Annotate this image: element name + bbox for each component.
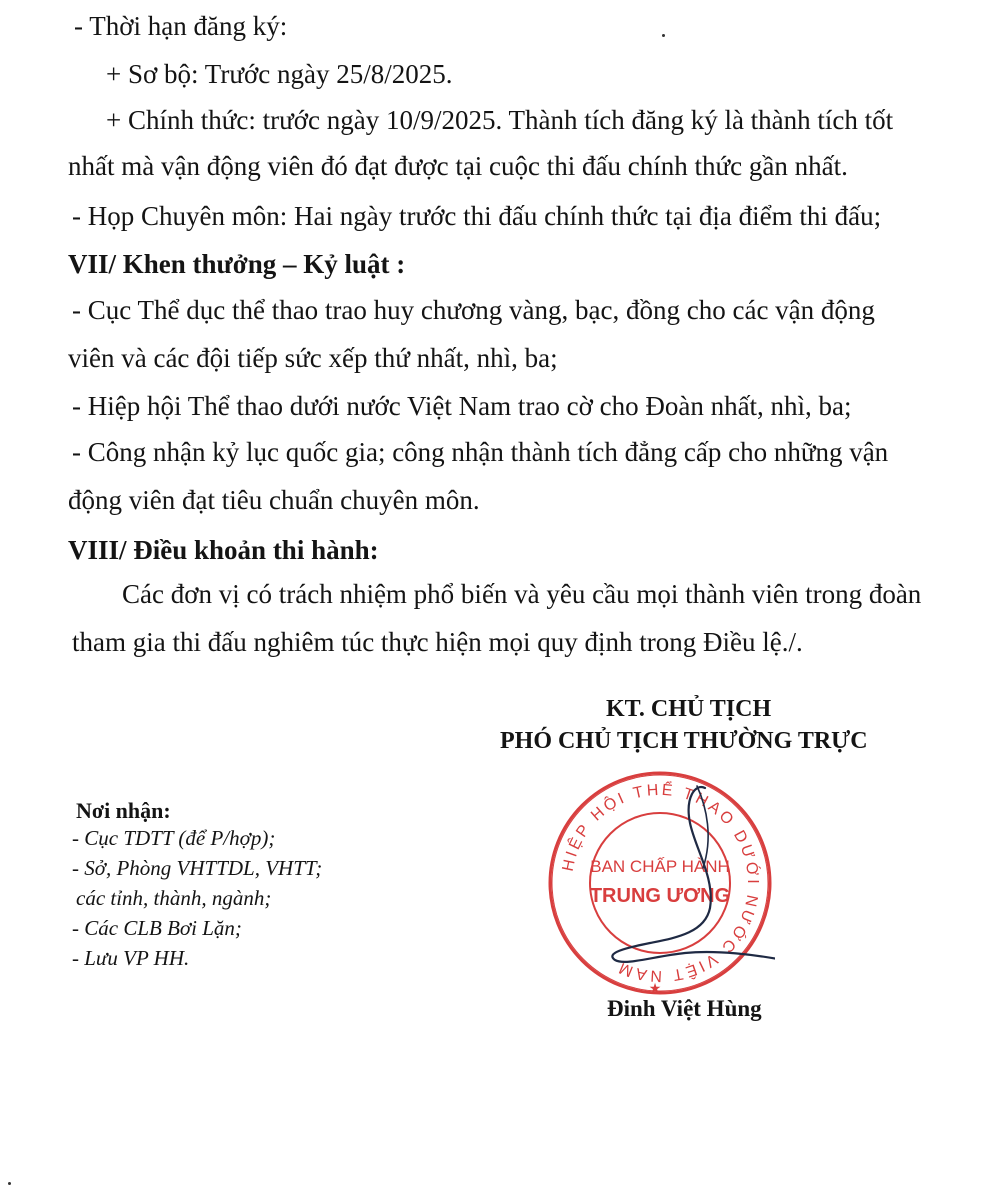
section-7-item-a-line2: viên và các đội tiếp sức xếp thứ nhất, nhì, ba;	[68, 343, 558, 373]
seal-outer-ring-inner	[552, 775, 768, 991]
section-8-title: VIII/ Điều khoản thi hành:	[68, 535, 379, 565]
registration-deadline: - Thời hạn đăng ký:	[74, 11, 288, 41]
recipient-item: - Lưu VP HH.	[72, 946, 190, 970]
recipient-item: - Các CLB Bơi Lặn;	[72, 916, 242, 940]
recipient-item: - Cục TDTT (để P/hợp);	[72, 826, 276, 850]
official-deadline-line2: nhất mà vận động viên đó đạt được tại cuộc thi đấu chính thức gần nhất.	[68, 151, 848, 181]
seal-graphics	[550, 773, 770, 997]
signature-title-line2: PHÓ CHỦ TỊCH THƯỜNG TRỰC	[500, 728, 868, 754]
signature-title-line1: KT. CHỦ TỊCH	[606, 696, 772, 722]
section-7-title: VII/ Khen thưởng – Kỷ luật :	[68, 249, 406, 279]
recipient-item: - Sở, Phòng VHTTDL, VHTT;	[72, 856, 323, 880]
signer-name: Đinh Việt Hùng	[607, 996, 762, 1021]
section-7-item-a-line1: - Cục Thể dục thể thao trao huy chương vàng, bạc, đồng cho các vận động	[72, 295, 875, 325]
section-8-paragraph-line2: tham gia thi đấu nghiêm túc thực hiện mọi quy định trong Điều lệ./.	[72, 627, 803, 657]
official-seal	[545, 768, 775, 998]
seal-ring-text: HIỆP HỘI THỂ THAO DƯỚI NƯỚC VIỆT NAM	[559, 781, 762, 985]
section-7-item-b: - Hiệp hội Thể thao dưới nước Việt Nam trao cờ cho Đoàn nhất, nhì, ba;	[72, 391, 852, 421]
seal-star-icon: ★	[648, 981, 662, 997]
recipients-title: Nơi nhận:	[76, 798, 171, 823]
scan-speck	[8, 1182, 11, 1185]
preliminary-deadline: + Sơ bộ: Trước ngày 25/8/2025.	[106, 59, 453, 89]
official-deadline-line1: + Chính thức: trước ngày 10/9/2025. Thành tích đăng ký là thành tích tốt	[106, 105, 894, 135]
section-8-paragraph-line1: Các đơn vị có trách nhiệm phổ biến và yêu cầu mọi thành viên trong đoàn	[122, 579, 922, 609]
scan-speck	[662, 34, 665, 37]
recipient-item: các tỉnh, thành, ngành;	[76, 886, 272, 910]
seal-center-line1: BAN CHẤP HÀNH	[590, 857, 730, 876]
technical-meeting: - Họp Chuyên môn: Hai ngày trước thi đấu chính thức tại địa điểm thi đấu;	[72, 201, 882, 231]
section-7-item-c-line1: - Công nhận kỷ lục quốc gia; công nhận thành tích đẳng cấp cho những vận	[72, 437, 889, 467]
section-7-item-c-line2: động viên đạt tiêu chuẩn chuyên môn.	[68, 485, 480, 515]
seal-center-line2: TRUNG ƯƠNG	[589, 885, 731, 907]
seal-outer-ring	[550, 773, 770, 993]
